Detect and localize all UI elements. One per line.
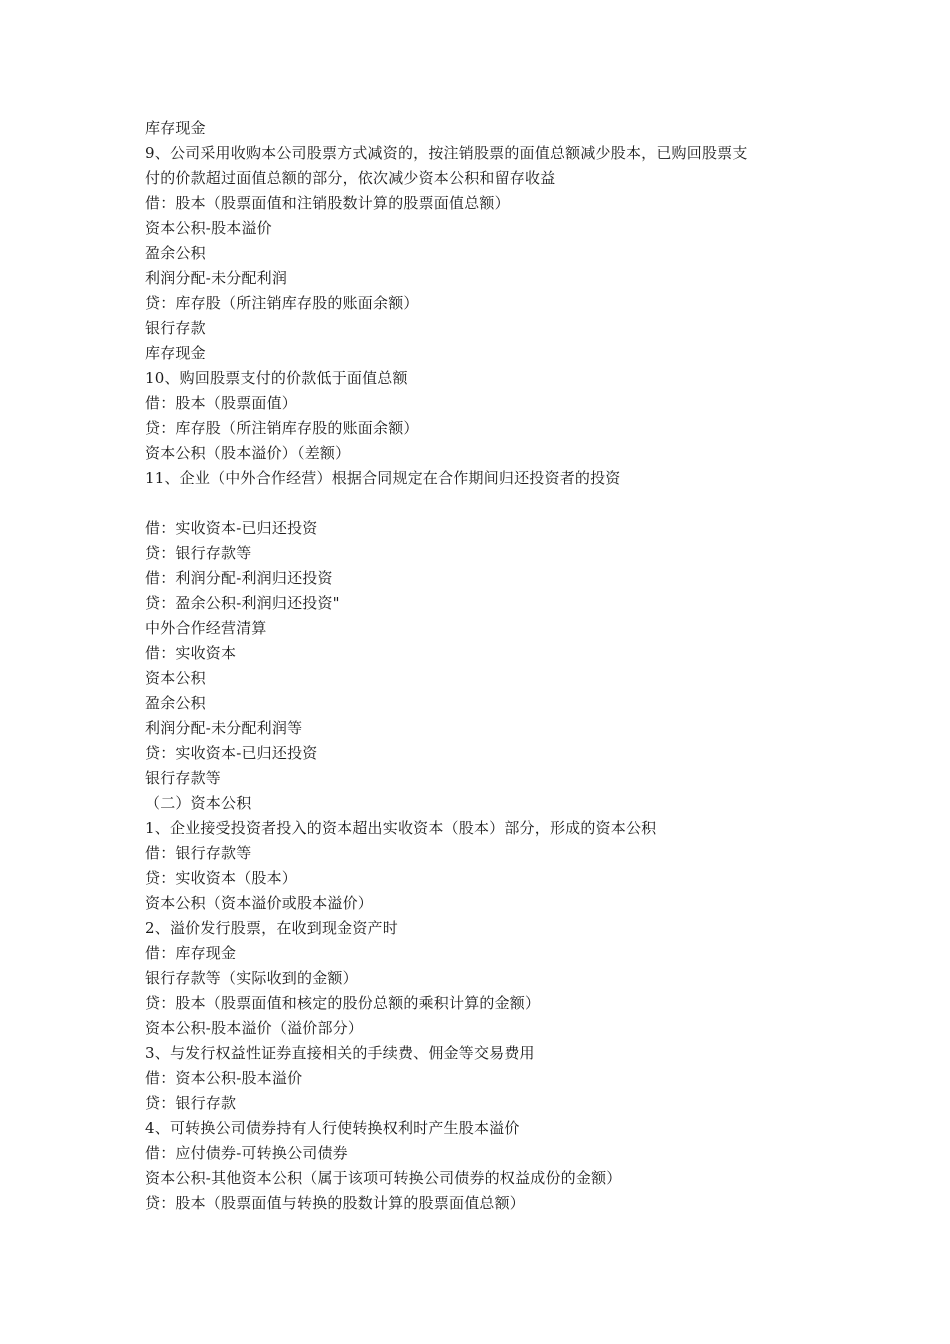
text-line: 库存现金 xyxy=(145,119,206,137)
text-line: 借：资本公积-股本溢价 xyxy=(145,1069,303,1087)
text-line: 贷：盈余公积-利润归还投资" xyxy=(145,594,340,612)
text-line: 3、与发行权益性证券直接相关的手续费、佣金等交易费用 xyxy=(145,1044,535,1062)
text-line: 利润分配-未分配利润 xyxy=(145,269,288,287)
text-line: 贷：库存股（所注销库存股的账面余额） xyxy=(145,294,419,312)
text-line: 借：实收资本-已归还投资 xyxy=(145,519,318,537)
text-line: 借：应付债券-可转换公司债券 xyxy=(145,1144,348,1162)
text-line: 盈余公积 xyxy=(145,694,206,712)
text-line: 借：利润分配-利润归还投资 xyxy=(145,569,333,587)
document-body xyxy=(145,116,825,1216)
text-line: 付的价款超过面值总额的部分，依次减少资本公积和留存收益 xyxy=(145,169,556,187)
text-line: 借：股本（股票面值） xyxy=(145,394,298,412)
text-line: 银行存款 xyxy=(145,319,206,337)
text-line: 借：库存现金 xyxy=(145,944,237,962)
text-line: 借：银行存款等 xyxy=(145,844,252,862)
text-line: 2、溢价发行股票，在收到现金资产时 xyxy=(145,919,398,937)
text-line: 贷：银行存款 xyxy=(145,1094,237,1112)
text-line: 盈余公积 xyxy=(145,244,206,262)
text-line: 银行存款等（实际收到的金额） xyxy=(145,969,358,987)
text-line: 借：实收资本 xyxy=(145,644,237,662)
text-line: 贷：实收资本（股本） xyxy=(145,869,298,887)
text-line: 1、企业接受投资者投入的资本超出实收资本（股本）部分，形成的资本公积 xyxy=(145,819,657,837)
blank-line xyxy=(145,491,825,516)
text-line: 资本公积 xyxy=(145,669,206,687)
text-line: 贷：股本（股票面值和核定的股份总额的乘积计算的金额） xyxy=(145,994,541,1012)
text-line: 9、公司采用收购本公司股票方式减资的，按注销股票的面值总额减少股本，已购回股票支 xyxy=(145,144,748,162)
text-line: 借：股本（股票面值和注销股数计算的股票面值总额） xyxy=(145,194,510,212)
text-line: 4、可转换公司债券持有人行使转换权利时产生股本溢价 xyxy=(145,1119,520,1137)
text-line: 贷：银行存款等 xyxy=(145,544,252,562)
text-line: 贷：库存股（所注销库存股的账面余额） xyxy=(145,419,419,437)
text-line: 11、企业（中外合作经营）根据合同规定在合作期间归还投资者的投资 xyxy=(145,469,621,487)
text-line: 资本公积-股本溢价（溢价部分） xyxy=(145,1019,364,1037)
text-line: 贷：股本（股票面值与转换的股数计算的股票面值总额） xyxy=(145,1194,526,1212)
text-line: 资本公积-其他资本公积（属于该项可转换公司债券的权益成份的金额） xyxy=(145,1169,622,1187)
section-heading: （二）资本公积 xyxy=(145,794,252,812)
text-line: 资本公积-股本溢价 xyxy=(145,219,272,237)
text-line: 贷：实收资本-已归还投资 xyxy=(145,744,318,762)
text-line: 中外合作经营清算 xyxy=(145,619,267,637)
text-line: 库存现金 xyxy=(145,344,206,362)
text-line: 资本公积（股本溢价）（差额） xyxy=(145,444,351,462)
text-line: 资本公积（资本溢价或股本溢价） xyxy=(145,894,374,912)
text-line: 银行存款等 xyxy=(145,769,222,787)
text-line: 10、购回股票支付的价款低于面值总额 xyxy=(145,369,408,387)
text-line: 利润分配-未分配利润等 xyxy=(145,719,303,737)
